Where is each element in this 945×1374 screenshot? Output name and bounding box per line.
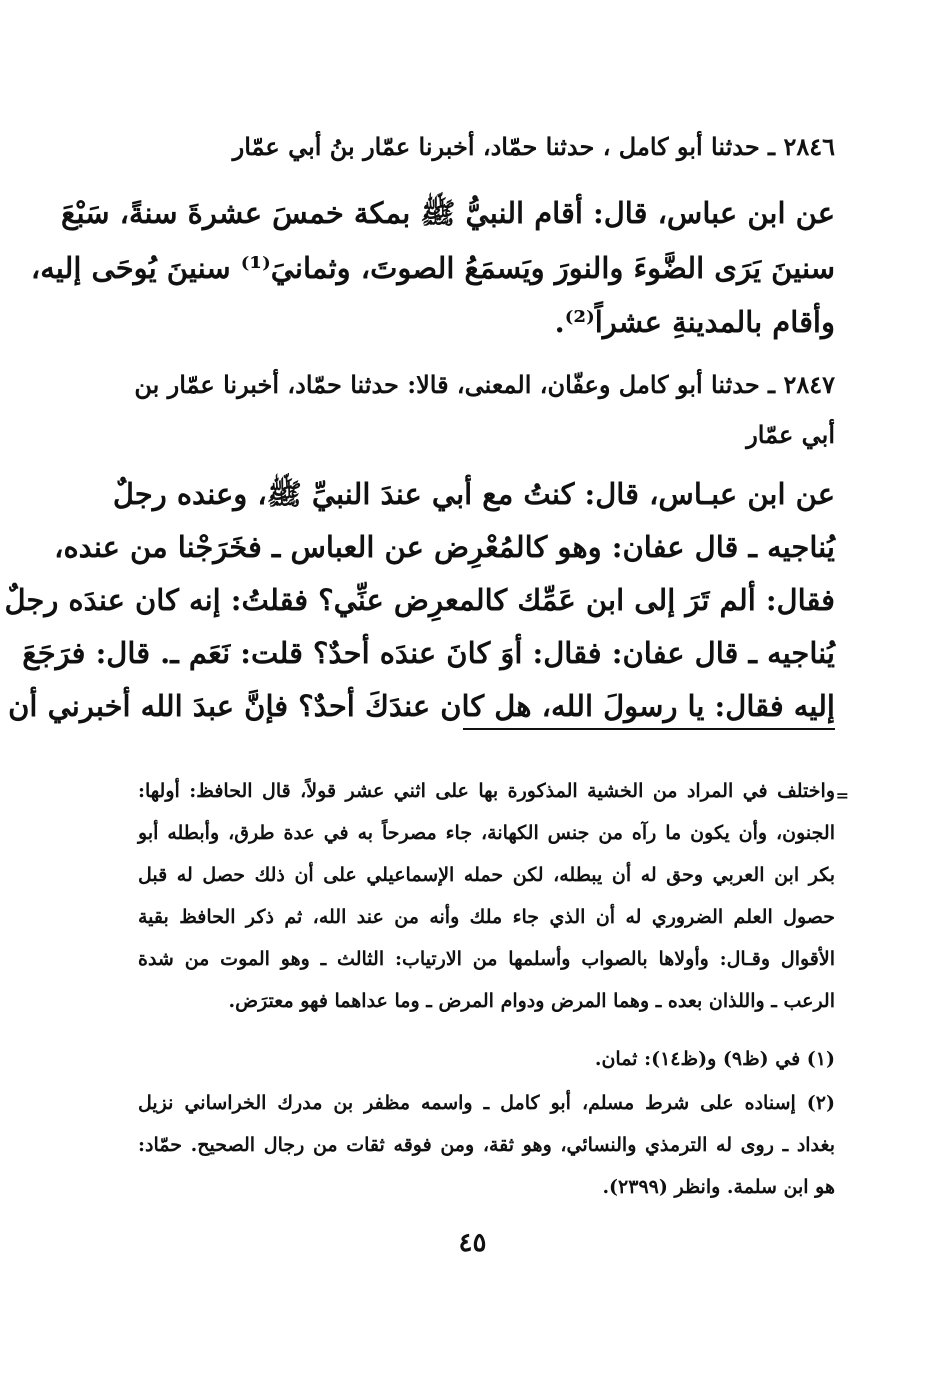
footnote-continuation-line-2: الجنون، وأن يكون ما رآه من جنس الكهانة، جاء مصرحاً به في عدة طرق، وأبطله أبو bbox=[138, 822, 835, 844]
hadith-2847-line-5: إليه فقال: يا رسولَ الله، هل كان عندَكَ أحدٌ؟ فإنَّ عبدَ الله أخبرني أن bbox=[8, 689, 835, 723]
continuation-mark: = bbox=[835, 786, 849, 805]
hadith-2847-line-4: يُناجيه ـ قال عفان: فقال: أوَ كانَ عندَه أحدٌ؟ قلت: نَعَم ـ. قال: فرَجَعَ bbox=[22, 636, 835, 670]
page-number: ٤٥ bbox=[458, 1228, 487, 1258]
footnote-continuation-line-5: الأقوال وقـال: وأولاها بالصواب وأسلمها من الارتياب: الثالث ـ وهو الموت من شدة bbox=[138, 948, 835, 970]
footnote-continuation-line-6: الرعب ـ واللذان بعده ـ وهما المرض ودوام المرض ـ وما عداهما فهو معترَض. bbox=[228, 990, 835, 1012]
hadith-2847-header-line-2: أبي عمّار bbox=[746, 420, 835, 449]
footnote-1: (١) في (ظ٩) و(ظ١٤): ثمان. bbox=[594, 1048, 835, 1070]
hadith-2847-line-1: عن ابن عبـاس، قال: كنتُ مع أبي عندَ النبيِّ ﷺ، وعنده رجلٌ bbox=[112, 477, 835, 511]
footnote-2-line-1: (٢) إسناده على شرط مسلم، أبو كامل ـ واسمه مظفر بن مدرك الخراساني نزيل bbox=[138, 1092, 835, 1114]
hadith-2846-line-2: سنينَ يَرَى الضَّوءَ والنورَ ويَسمَعُ الصوتَ، وثمانيَ⁽¹⁾ سنينَ يُوحَى إليه، bbox=[30, 251, 835, 285]
hadith-2847-line-3: فقال: ألم تَرَ إلى ابن عَمِّك كالمعرِض عنِّي؟ فقلتُ: إنه كان عندَه رجلٌ bbox=[4, 583, 835, 617]
footnote-continuation-line-1: واختلف في المراد من الخشية المذكورة بها على اثني عشر قولاً، قال الحافظ: أولها: bbox=[138, 780, 835, 802]
hadith-2846-header: ٢٨٤٦ ـ حدثنا أبو كامل ، حدثنا حمّاد، أخبرنا عمّار بنُ أبي عمّار bbox=[232, 132, 835, 161]
footnote-2-line-3: هو ابن سلمة. وانظر (٢٣٩٩). bbox=[602, 1176, 835, 1198]
hadith-2846-line-1: عن ابن عباس، قال: أقام النبيُّ ﷺ بمكة خمسَ عشرةَ سنةً، سَبْعَ bbox=[61, 196, 835, 230]
footnote-separator bbox=[463, 728, 835, 730]
hadith-2847-header-line-1: ٢٨٤٧ ـ حدثنا أبو كامل وعفّان، المعنى، قالا: حدثنا حمّاد، أخبرنا عمّار بن bbox=[134, 370, 835, 399]
hadith-2847-line-2: يُناجيه ـ قال عفان: وهو كالمُعْرِض عن العباس ـ فخَرَجْنا من عنده، bbox=[54, 530, 835, 564]
hadith-2846-line-3: وأقام بالمدينةِ عشراً⁽²⁾. bbox=[554, 305, 835, 339]
footnote-continuation-line-3: بكر ابن العربي وحق له أن يبطله، لكن حمله الإسماعيلي على أن ذلك حصل له قبل bbox=[138, 864, 835, 886]
footnote-continuation-line-4: حصول العلم الضروري له أن الذي جاء ملك وأنه من عند الله، ثم ذكر الحافظ بقية bbox=[138, 906, 835, 928]
footnote-2-line-2: بغداد ـ روى له الترمذي والنسائي، وهو ثقة، ومن فوقه ثقات من رجال الصحيح. حمّاد: bbox=[138, 1134, 835, 1156]
